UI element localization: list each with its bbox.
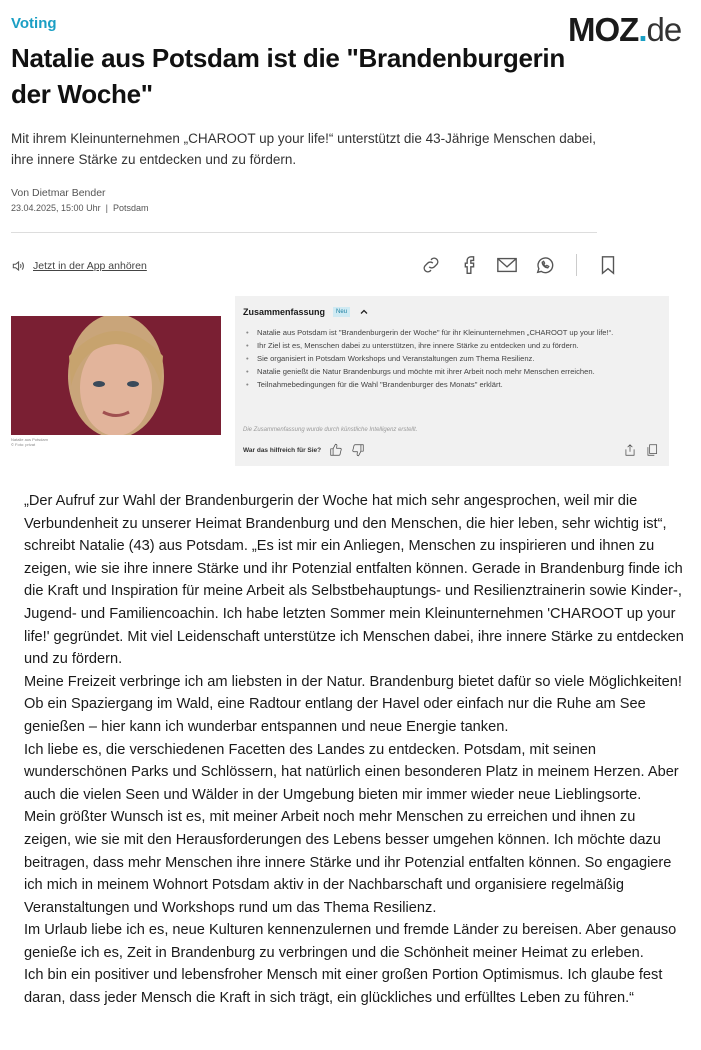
- publish-date: 23.04.2025, 15:00 Uhr: [11, 203, 101, 213]
- chevron-up-icon[interactable]: [358, 306, 370, 318]
- paragraph: Im Urlaub liebe ich es, neue Kulturen kennenzulernen und fremde Länder zu bereisen. Aber genauso genieße ich es, Zeit in Brandenburg zu verbringen und die Schönheit meiner Heimat zu erleben.: [24, 922, 677, 961]
- article-kicker[interactable]: Voting: [11, 15, 57, 32]
- new-badge: Neu: [333, 307, 350, 317]
- divider: [11, 232, 597, 233]
- location[interactable]: Potsdam: [112, 203, 149, 213]
- article-lead: Mit ihrem Kleinunternehmen „CHAROOT up your life!“ unterstützt die 43-Jährige Menschen dabei, ihre innere Stärke zu entdecken und zu fördern.: [11, 131, 597, 167]
- facebook-icon[interactable]: [458, 254, 480, 276]
- image-caption: Natalie aus Potsdam © Foto: privat: [11, 437, 48, 447]
- ai-summary-box: [235, 296, 669, 466]
- article-photo[interactable]: [11, 316, 221, 435]
- article-body: [24, 490, 684, 1010]
- separator: [576, 254, 577, 276]
- summary-item: • Teilnahmebedingungen für die Wahl "Brandenburger des Monats" erklärt.: [243, 378, 661, 391]
- mail-icon[interactable]: [496, 254, 518, 276]
- share-icon[interactable]: [623, 443, 637, 457]
- bookmark-icon[interactable]: [597, 254, 619, 276]
- author: Von Dietmar Bender: [11, 187, 106, 199]
- link-icon[interactable]: [420, 254, 442, 276]
- listen-link[interactable]: Jetzt in der App anhören: [33, 260, 147, 272]
- summary-item: • Natalie genießt die Natur Brandenburgs und möchte mit ihrer Arbeit noch mehr Menschen erreichen.: [243, 365, 661, 378]
- summary-item: • Ihr Ziel ist es, Menschen dabei zu unterstützen, ihre innere Stärke zu entdecken und zu fördern.: [243, 339, 661, 352]
- copy-icon[interactable]: [645, 443, 659, 457]
- summary-item: • Natalie aus Potsdam ist "Brandenburgerin der Woche" für ihr Kleinunternehmen „CHAROOT up your life!“.: [243, 326, 661, 339]
- article-title: Natalie aus Potsdam ist die "Brandenburgerin der Woche": [11, 43, 565, 109]
- paragraph: Mein größter Wunsch ist es, mit meiner Arbeit noch mehr Menschen zu erreichen und ihnen zu zeigen, wie sie mit den Herausforderungen des Lebens besser umgehen können. Ich möchte dazu beitragen, dass mehr Menschen ihre innere Stärke und ihr Potenzial entfalten können. So engagiere ich mich in meinem Wohnort Potsdam aktiv in der Nachbarschaft und organisiere regelmäßig Veranstaltungen und Workshops rund um das Thema Resilienz.: [24, 809, 672, 916]
- speaker-icon: [11, 259, 25, 273]
- paragraph: Ich bin ein positiver und lebensfroher Mensch mit einer großen Portion Optimismus. Ich glaube fest daran, dass jeder Mensch die Kraft in sich trägt, ein glückliches und erfülltes Leben zu führen.“: [24, 967, 663, 1007]
- thumbs-down-icon[interactable]: [351, 443, 365, 457]
- summary-list: [243, 326, 661, 391]
- summary-item: • Sie organisiert in Potsdam Workshops und Veranstaltungen zum Thema Resilienz.: [243, 352, 661, 365]
- portrait-image: [11, 316, 221, 435]
- paragraph: Ich liebe es, die verschiedenen Facetten des Landes zu entdecken. Potsdam, mit seinen wunderschönen Parks und Schlössern, hat natürlich einen besonderen Platz in meinem Herzen. Aber auch die vielen Seen und Wälder in der Umgebung bieten mir immer wieder neue Lieblingsorte.: [24, 741, 679, 803]
- moz-logo[interactable]: MOZ.de: [568, 11, 682, 48]
- feedback-question: War das hilfreich für Sie?: [243, 446, 322, 454]
- paragraph: „Der Aufruf zur Wahl der Brandenburgerin der Woche hat mich sehr angesprochen, weil mir die Verbundenheit zu unserer Heimat Brandenburg und den Menschen, die hier leben, sehr wichtig ist“, schreibt Natalie (43) aus Potsdam. „Es ist mir ein Anliegen, Menschen zu inspirieren und ihnen zu zeigen, wie sie ihre innere Stärke und ihr Potenzial entfalten können. Gerade in Brandenburg finde ich die Kraft und Inspiration für meine Arbeit als Selbstbehauptungs- und Resilienztrainerin sowie Kinder-, Jugend- und Familiencoachin. Ich habe letzten Sommer mein Kleinunternehmen 'CHAROOT up your life!' gegründet. Mit viel Leidenschaft unterstütze ich Menschen dabei, ihre innere Stärke zu entdecken und zu fördern.: [24, 493, 684, 668]
- article-meta: 23.04.2025, 15:00 Uhr | Potsdam: [11, 203, 149, 213]
- share-bar: [420, 254, 619, 276]
- summary-title: Zusammenfassung: [243, 307, 326, 317]
- listen-in-app[interactable]: [11, 259, 147, 273]
- whatsapp-icon[interactable]: [534, 254, 556, 276]
- thumbs-up-icon[interactable]: [329, 443, 343, 457]
- feedback: [243, 443, 365, 457]
- paragraph: Meine Freizeit verbringe ich am liebsten in der Natur. Brandenburg bietet dafür so viele Möglichkeiten! Ob ein Spaziergang im Wald, eine Radtour entlang der Havel oder einfach nur die Ruhe am See genießen – hier kann ich wunderbar entspannen und neue Energie tanken.: [24, 673, 682, 735]
- ai-note: Die Zusammenfassung wurde durch künstliche Intelligenz erstellt.: [243, 427, 418, 433]
